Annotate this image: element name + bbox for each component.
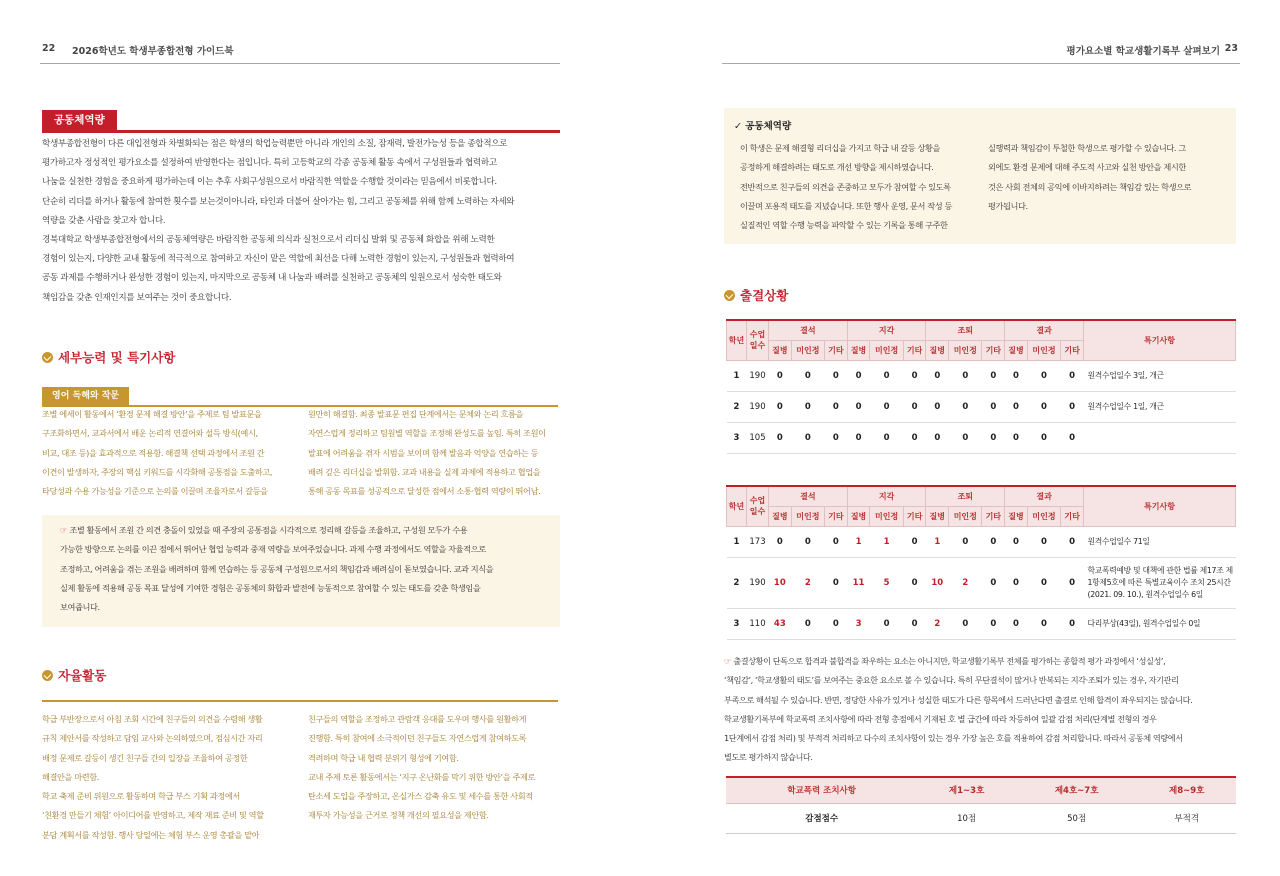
count-cell: 0 (903, 526, 926, 557)
group-header: 결석 (769, 486, 848, 506)
days-header: 수업일수 (747, 486, 769, 526)
count-cell: 0 (769, 526, 792, 557)
count-cell: 0 (769, 391, 792, 422)
count-cell: 0 (769, 360, 792, 391)
sec2-col2: 원만히 해결함. 최종 발표문 편집 단계에서는 문체와 논리 흐름을 자연스럽게 정리하고 팀원별 역할을 조정해 완성도를 높임. 특히 조원이 발표에 어려움을 겪자 시범을 보이며 함께 발음과 억양을 연습하는 등 배려 깊은 리더십을 발휘함. 교과 내용을 실제 과제에 적용하고 협업을 통해 공동 목표를 성공적으로 달성한 점에서 소통·협력 역량이 뛰어남. (308, 409, 546, 497)
grade-header: 학년 (727, 486, 747, 526)
note-cell: 원격수업일수 71일 (1084, 526, 1236, 557)
sec2-comment: ☞ 조별 활동에서 조원 간 의견 충돌이 있었을 때 주장의 공통점을 시각적으로 정리해 갈등을 조율하고, 구성원 모두가 수용 가능한 방향으로 논의를 이끈 점에서 뛰어난 협업 능력과 중재 역량을 보여주었습니다. 과제 수행 과정에서도 역할을 자율적으로 조정하고, 어려움을 겪는 조원을 배려하며 함께 연습하는 등 공동체 구성원으로서의 책임감과 배려심이 돋보였습니다. 교과 지식을 실제 활동에 적용해 공동 목표 달성에 기여한 경험은 공동체의 화합과 발전에 능동적으로 참여할 수 있는 태도를 갖춘 학생임을 보여줍니다. (60, 525, 494, 613)
count-cell: 0 (1027, 360, 1060, 391)
days-cell: 173 (747, 526, 769, 557)
pointing-hand-icon: ☞ (60, 525, 70, 535)
count-cell: 0 (949, 360, 982, 391)
note-header: 특기사항 (1084, 486, 1236, 526)
count-cell: 0 (1027, 557, 1060, 608)
count-cell: 0 (903, 422, 926, 453)
sanction-cell: 감점점수 (726, 803, 917, 833)
count-cell: 0 (1027, 422, 1060, 453)
right-header-title: 평가요소별 학교생활기록부 살펴보기 (1066, 46, 1220, 57)
intro-line: 역량을 갖춘 사람을 찾고자 합니다. (42, 215, 166, 226)
count-cell: 1 (847, 526, 870, 557)
sec3-title: 자율활동 (58, 668, 107, 683)
sub-header: 기타 (825, 340, 848, 360)
sec2-title: 세부능력 및 특기사항 (58, 350, 176, 365)
attendance-comment: ☞ 출결상황이 단독으로 합격과 불합격을 좌우하는 요소는 아니지만, 학교생활기록부 전체를 평가하는 종합적 평가 과정에서 ‘성실성’, ‘책임감’, ‘학교생활의 태도’를 보여주는 중요한 요소로 볼 수 있습니다. 특히 무단결석이 많거나 반복되는 지각·조퇴가 있는 경우, 자기관리 부족으로 해석될 수 있습니다. 반면, 정당한 사유가 있거나 성실한 태도가 다른 항목에서 드러난다면 출결로 인해 합격이 좌우되지는 않습니다. 학교생활기록부에 학교폭력 조치사항에 따라 전형 총점에서 기재된 호 별 급간에 따라 차등하여 일괄 감점 처리(단계별 전형의 경우 1단계에서 감점 처리) 및 부적격 처리하고 다수의 조치사항이 있는 경우 가장 높은 호를 적용하여 감점 처리합니다. 따라서 공동체 역량에서 별도로 평가하지 않습니다. (724, 656, 1193, 763)
count-cell: 0 (1005, 557, 1028, 608)
count-cell: 0 (982, 557, 1005, 608)
group-header: 조퇴 (926, 486, 1005, 506)
days-cell: 110 (747, 608, 769, 639)
count-cell: 43 (769, 608, 792, 639)
count-cell: 0 (903, 608, 926, 639)
sub-header: 기타 (982, 506, 1005, 526)
sec2-col1: 조별 에세이 활동에서 ‘환경 문제 해결 방안’을 주제로 팀 발표문을 구조화하면서, 교과서에서 배운 논리적 연결어와 설득 방식(예시, 비교, 대조 등)을 효과적으로 적용함. 해결책 선택 과정에서 조원 간 이견이 발생하자, 주장의 핵심 키워드를 시각화해 공통점을 도출하고, 타당성과 수용 가능성을 기준으로 논의를 이끌며 조율자로서 갈등을 (42, 409, 273, 497)
count-cell: 0 (1027, 526, 1060, 557)
left-header-rule (40, 63, 560, 64)
sub-header: 기타 (1061, 340, 1084, 360)
count-cell: 0 (982, 526, 1005, 557)
count-cell: 2 (926, 608, 949, 639)
sanction-cell: 50점 (1016, 803, 1137, 833)
sub-header: 기타 (903, 506, 926, 526)
count-cell: 0 (1061, 360, 1084, 391)
group-header: 결과 (1005, 320, 1084, 340)
table-row (727, 391, 1236, 422)
count-cell: 0 (791, 360, 824, 391)
sub-header: 질병 (847, 506, 870, 526)
count-cell: 0 (870, 608, 903, 639)
days-header: 수업일수 (747, 320, 769, 360)
count-cell: 0 (791, 608, 824, 639)
intro-line: 나눔을 실천한 경험을 중요하게 평가하는데 이는 추후 사회구성원으로서 바람직한 역할을 수행할 것이라는 믿음에서 비롯합니다. (42, 177, 497, 188)
sanction-header: 제8~9호 (1137, 777, 1236, 803)
count-cell: 0 (982, 391, 1005, 422)
grade-cell: 3 (727, 608, 747, 639)
count-cell: 1 (926, 526, 949, 557)
attendance-title: 출결상황 (740, 288, 789, 303)
sub-header: 질병 (769, 506, 792, 526)
count-cell: 0 (847, 422, 870, 453)
check-circle-icon (42, 352, 53, 363)
count-cell: 0 (1027, 391, 1060, 422)
check-circle-icon (724, 290, 735, 301)
days-cell: 190 (747, 557, 769, 608)
count-cell: 0 (791, 422, 824, 453)
sub-header: 미인정 (791, 506, 824, 526)
count-cell: 0 (1005, 391, 1028, 422)
count-cell: 0 (825, 422, 848, 453)
count-cell: 0 (949, 422, 982, 453)
grade-header: 학년 (727, 320, 747, 360)
sanction-table (726, 776, 1236, 834)
sec3-rule (42, 700, 558, 702)
count-cell: 0 (949, 391, 982, 422)
count-cell: 0 (926, 360, 949, 391)
intro-line: 경북대학교 학생부종합전형에서의 공동체역량은 바람직한 공동체 의식과 실천으로서 리더십 발휘 및 공동체 화합을 위해 노력한 (42, 235, 495, 246)
section-rule (42, 130, 560, 133)
left-page-number: 22 (42, 43, 56, 54)
table-row (727, 526, 1236, 557)
intro-line: 경험이 있는지, 다양한 교내 활동에 적극적으로 참여하고 자신이 맡은 역할에 최선을 다해 노력한 경험이 있는지, 구성원들과 협력하여 (42, 254, 515, 265)
sub-header: 기타 (1061, 506, 1084, 526)
count-cell: 0 (1027, 608, 1060, 639)
pointing-hand-icon: ☞ (724, 656, 734, 666)
table-row (727, 608, 1236, 639)
count-cell: 2 (949, 557, 982, 608)
count-cell: 2 (791, 557, 824, 608)
note-cell (1084, 422, 1236, 453)
count-cell: 0 (870, 391, 903, 422)
grade-cell: 1 (727, 526, 747, 557)
count-cell: 0 (949, 526, 982, 557)
sub-header: 기타 (825, 506, 848, 526)
count-cell: 0 (1061, 608, 1084, 639)
sub-header: 기타 (903, 340, 926, 360)
sub-header: 미인정 (1027, 340, 1060, 360)
sub-header: 질병 (926, 340, 949, 360)
sub-header: 질병 (847, 340, 870, 360)
sub-header: 기타 (982, 340, 1005, 360)
sub-header: 미인정 (1027, 506, 1060, 526)
intro-line: 학생부종합전형이 다른 대입전형과 차별화되는 점은 학생의 학업능력뿐만 아니라 개인의 소질, 잠재력, 발전가능성 등을 종합적으로 (42, 139, 508, 149)
days-cell: 190 (747, 360, 769, 391)
count-cell: 0 (847, 391, 870, 422)
sub-header: 질병 (1005, 340, 1028, 360)
check-circle-icon (42, 670, 53, 681)
box-col1: 이 학생은 문제 해결형 리더십을 가지고 학급 내 갈등 상황을 공정하게 해결하려는 태도로 개선 방향을 제시하였습니다. 전반적으로 친구들의 의견을 존중하고 모두가 참여할 수 있도록 이끌며 포용적 태도를 지녔습니다. 또한 행사 운영, 문서 작성 등 실질적인 역할 수행 능력을 파악할 수 있는 기록을 통해 구주한 (740, 143, 952, 231)
sub-header: 미인정 (949, 506, 982, 526)
days-cell: 105 (747, 422, 769, 453)
count-cell: 0 (847, 360, 870, 391)
table-row (727, 557, 1236, 608)
sanction-cell: 부적격 (1137, 803, 1236, 833)
box-heading: ✓ 공동체역량 (734, 121, 792, 132)
count-cell: 0 (982, 422, 1005, 453)
count-cell: 10 (926, 557, 949, 608)
grade-cell: 1 (727, 360, 747, 391)
sanction-cell: 10점 (917, 803, 1016, 833)
count-cell: 0 (1061, 391, 1084, 422)
intro-line: 책임감을 갖춘 인재인지를 보여주는 것이 중요합니다. (42, 292, 232, 303)
table-row (727, 422, 1236, 453)
count-cell: 0 (903, 360, 926, 391)
count-cell: 0 (1061, 557, 1084, 608)
table-row (727, 360, 1236, 391)
count-cell: 0 (1005, 422, 1028, 453)
grade-cell: 2 (727, 557, 747, 608)
group-header: 결과 (1005, 486, 1084, 506)
count-cell: 0 (1061, 422, 1084, 453)
count-cell: 0 (769, 422, 792, 453)
count-cell: 11 (847, 557, 870, 608)
sec3-heading (42, 666, 106, 684)
note-cell: 학교폭력예방 및 대책에 관한 법률 제17조 제1항제5호에 따른 특별교육이수 조치 25시간(2021. 09. 10.), 원격수업일수 6일 (1084, 557, 1236, 608)
count-cell: 0 (903, 557, 926, 608)
count-cell: 5 (870, 557, 903, 608)
count-cell: 0 (949, 608, 982, 639)
group-header: 결석 (769, 320, 848, 340)
intro-line: 평가하고자 정성적인 평가요소를 설정하여 반영한다는 점입니다. 특히 고등학교의 각종 공동체 활동 속에서 구성원들과 협력하고 (42, 158, 497, 169)
sec3-col2: 친구들의 역할을 조정하고 관람객 응대를 도우며 행사를 원활하게 진행함. 특히 참여에 소극적이던 친구들도 자연스럽게 참여하도록 격려하며 학급 내 협력 분위기 형성에 기여함. 교내 주제 토론 활동에서는 ‘지구 온난화를 막기 위한 방안’을 주제로 탄소세 도입을 주장하고, 온실가스 감축 유도 및 세수를 통한 사회적 재투자 가능성을 근거로 정책 개선의 필요성을 제안함. (308, 714, 535, 821)
count-cell: 0 (791, 526, 824, 557)
right-page-number: 23 (1224, 43, 1238, 54)
count-cell: 0 (825, 608, 848, 639)
count-cell: 0 (870, 422, 903, 453)
count-cell: 0 (1061, 526, 1084, 557)
sanction-header: 학교폭력 조치사항 (726, 777, 917, 803)
count-cell: 0 (982, 608, 1005, 639)
attendance-heading (724, 286, 788, 304)
note-cell: 원격수업일수 3일, 개근 (1084, 360, 1236, 391)
sub-header: 질병 (926, 506, 949, 526)
sub-header: 미인정 (949, 340, 982, 360)
count-cell: 0 (825, 360, 848, 391)
count-cell: 0 (926, 422, 949, 453)
count-cell: 0 (870, 360, 903, 391)
count-cell: 0 (825, 526, 848, 557)
count-cell: 0 (1005, 360, 1028, 391)
sub-header: 미인정 (870, 506, 903, 526)
count-cell: 10 (769, 557, 792, 608)
checkmark-icon: ✓ (734, 121, 746, 132)
count-cell: 0 (926, 391, 949, 422)
sub-header: 질병 (769, 340, 792, 360)
count-cell: 0 (825, 557, 848, 608)
box-col2: 실행력과 책임감이 투철한 학생으로 평가할 수 있습니다. 그 외에도 환경 문제에 대해 주도적 사고와 실천 방안을 제시한 것은 사회 전체의 공익에 이바지하려는 책임감 있는 학생으로 평가됩니다. (988, 143, 1192, 211)
count-cell: 0 (1005, 526, 1028, 557)
section-tag: 공동체역량 (42, 110, 117, 130)
sec2-heading (42, 348, 175, 366)
right-header-rule (722, 63, 1240, 64)
count-cell: 0 (903, 391, 926, 422)
sec3-col1: 학급 부반장으로서 아침 조회 시간에 친구들의 의견을 수렴해 생활 규칙 제안서를 작성하고 담임 교사와 논의하였으며, 점심시간 자리 배정 문제로 갈등이 생긴 친구들 간의 입장을 조율하여 공정한 해결안을 마련함. 학교 축제 준비 위원으로 활동하며 학급 부스 기획 과정에서 ‘친환경 만들기 체험’ 아이디어를 반영하고, 제작 재료 준비 및 역할 분담 계획서를 작성함. 행사 당일에는 체험 부스 운영 총괄을 맡아 (42, 714, 264, 840)
evaluation-box (724, 108, 1236, 244)
intro-text (42, 135, 562, 308)
sanction-header: 제1~3호 (917, 777, 1016, 803)
sub-header: 미인정 (870, 340, 903, 360)
note-cell: 원격수업일수 1일, 개근 (1084, 391, 1236, 422)
days-cell: 190 (747, 391, 769, 422)
sub-header: 미인정 (791, 340, 824, 360)
sub-header: 질병 (1005, 506, 1028, 526)
attendance-table-1 (726, 319, 1236, 454)
community-section (42, 108, 560, 133)
sec2-subject (42, 383, 558, 407)
intro-line: 공동 과제를 수행하거나 완성한 경험이 있는지, 마지막으로 공동체 내 나눔과 배려를 실천하고 공동체의 일원으로서 성숙한 태도와 (42, 273, 502, 284)
count-cell: 0 (791, 391, 824, 422)
count-cell: 0 (1005, 608, 1028, 639)
count-cell: 0 (982, 360, 1005, 391)
note-cell: 다리부상(43일), 원격수업일수 0일 (1084, 608, 1236, 639)
note-header: 특기사항 (1084, 320, 1236, 360)
grade-cell: 2 (727, 391, 747, 422)
count-cell: 0 (825, 391, 848, 422)
group-header: 조퇴 (926, 320, 1005, 340)
count-cell: 3 (847, 608, 870, 639)
sanction-header: 제4호~7호 (1016, 777, 1137, 803)
attendance-table-2 (726, 485, 1236, 640)
count-cell: 1 (870, 526, 903, 557)
subject-tag: 영어 독해와 작문 (42, 387, 129, 405)
grade-cell: 3 (727, 422, 747, 453)
group-header: 지각 (847, 320, 926, 340)
left-header-title: 2026학년도 학생부종합전형 가이드북 (72, 46, 234, 57)
intro-line: 단순히 리더를 하거나 활동에 참여한 횟수를 보는것이아니라, 타인과 더불어 살아가는 힘, 그리고 공동체를 위해 함께 노력하는 자세와 (42, 196, 515, 207)
sec2-comment-box (42, 515, 560, 627)
group-header: 지각 (847, 486, 926, 506)
